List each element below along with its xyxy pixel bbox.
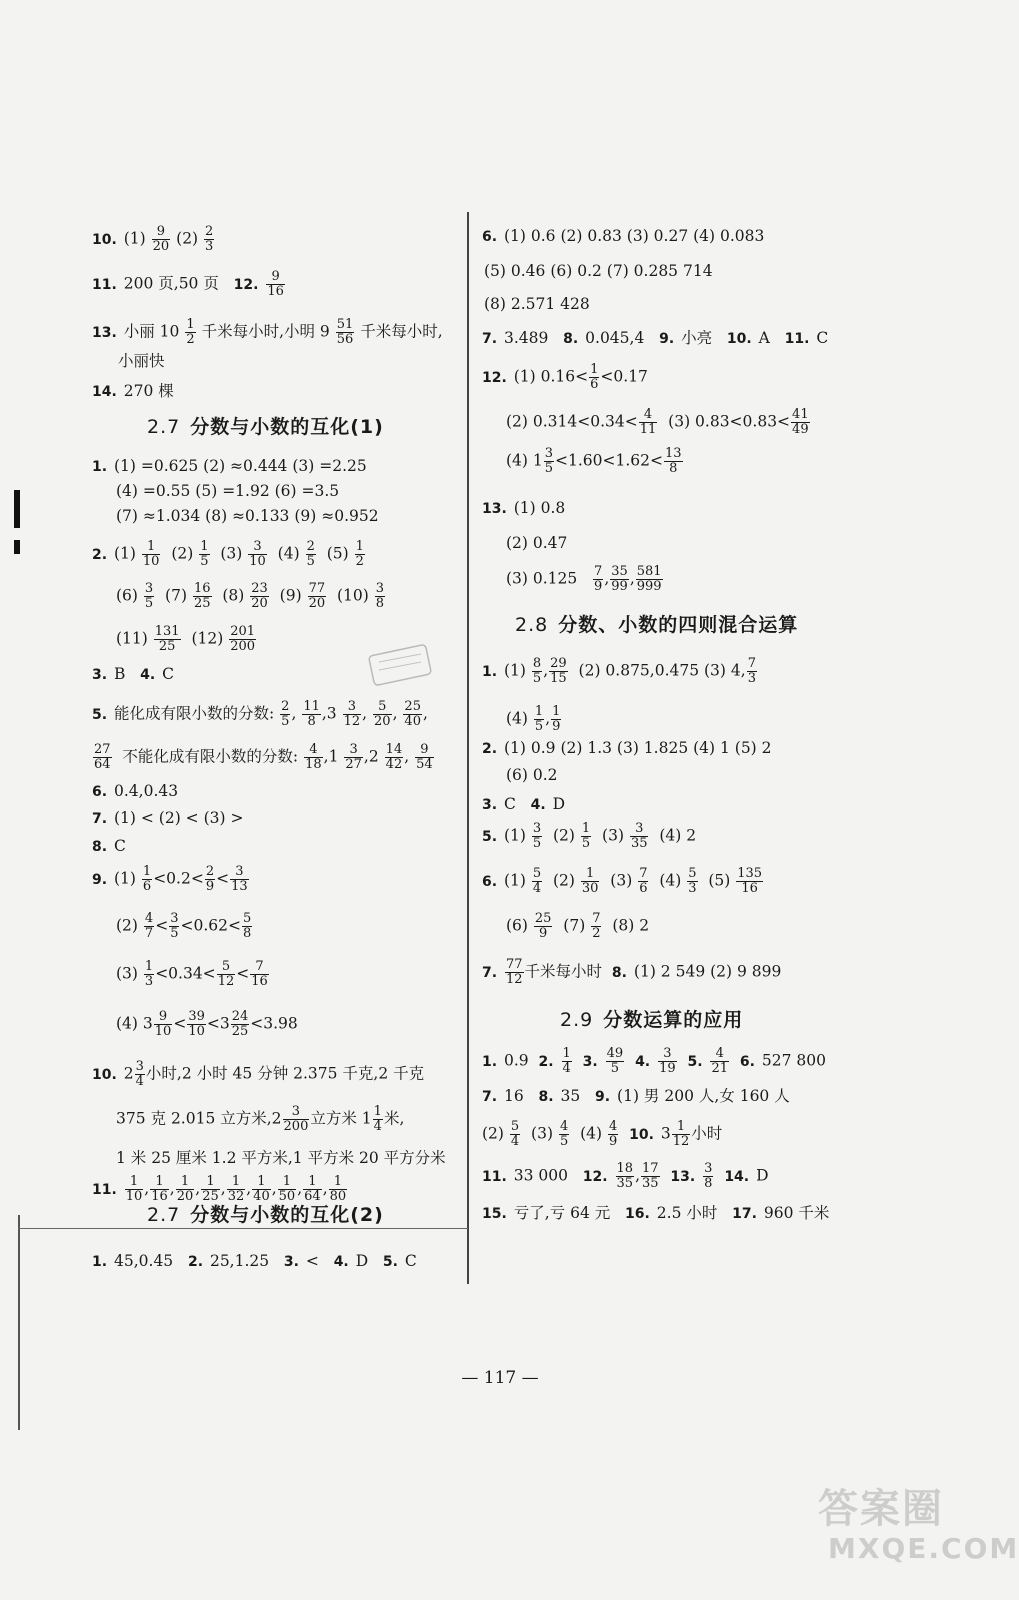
s4-answers-15-17: 15. 亏了,亏 64 元 16. 2.5 小时 17. 960 千米	[482, 1204, 830, 1222]
s3-answer-6-line1: 6. (1) $\frac{5}{4}$ (2) $\frac{1}{30}$ (3) $\frac{7}{6}$ (4) $\frac{5}{3}$ (5) $\frac{135}{16}$	[482, 866, 763, 896]
answer-13: 13. 小丽 10 $\frac{1}{2}$ 千米每小时,小明 9 $\frac{51}{56}$ 千米每小时,	[92, 317, 443, 347]
section-title-2-7-1: 2.7 分数与小数的互化(1)	[147, 416, 384, 438]
s3-answer-6-line2: (6) $\frac{25}{9}$ (7) $\frac{7}{2}$ (8) 2	[506, 911, 650, 941]
r-answer-13-line1: 13. (1) 0.8	[482, 499, 566, 517]
s1-answer-11: 11. $\frac{1}{10}$ , $\frac{1}{16}$ , $\frac{1}{20}$ , $\frac{1}{25}$ , $\frac{1}{32}$ , $\frac{1}{40}$ , $\frac{1}{50}$ , $\frac{1}{64}$ , $\frac{1}{80}$	[92, 1174, 347, 1204]
section-title-2-9: 2.9 分数运算的应用	[560, 1009, 744, 1031]
r-answer-12-line2: (2) 0.314<0.34< $\frac{4}{11}$ (3) 0.83<0.83< $\frac{41}{49}$	[506, 407, 809, 437]
s3-answer-3-4: 3. C 4. D	[482, 795, 566, 813]
r-answer-7-11: 7. 3.489 8. 0.045,4 9. 小亮 10. A 11. C	[482, 329, 829, 347]
s1-answer-9-line3: (3) $\frac{1}{3}$ <0.34< $\frac{5}{12}$ < $\frac{7}{16}$	[116, 959, 268, 989]
r-answer-6-line1: 6. (1) 0.6 (2) 0.83 (3) 0.27 (4) 0.083	[482, 227, 765, 245]
binding-mark	[14, 540, 20, 554]
s1-answer-6: 6. 0.4,0.43	[92, 782, 179, 800]
watermark-logo: 答案圈 MXQE.COM	[818, 1486, 1019, 1565]
section-divider	[18, 1228, 468, 1229]
answer-14: 14. 270 棵	[92, 382, 174, 400]
s4-answers-11-14: 11. 33 000 12. $\frac{18}{35}$ , $\frac{17}{35}$ 13. $\frac{3}{8}$ 14. D	[482, 1161, 769, 1191]
s1-answer-2-row1: 2. (1) $\frac{1}{10}$ (2) $\frac{1}{5}$ (3) $\frac{3}{10}$ (4) $\frac{2}{5}$ (5) $\frac{1}{2}$	[92, 539, 364, 569]
s1-answer-1-line2: (4) =0.55 (5) =1.92 (6) =3.5	[116, 482, 340, 500]
s1-answer-10-line1: 10. 2 $\frac{3}{4}$ 小时,2 小时 45 分钟 2.375 千克,2 千克	[92, 1059, 425, 1089]
r-answer-12-line1: 12. (1) 0.16< $\frac{1}{6}$ <0.17	[482, 362, 648, 392]
s3-answer-1-line2: (4) $\frac{1}{5}$ , $\frac{1}{9}$	[506, 704, 561, 734]
s1-answer-8: 8. C	[92, 837, 126, 855]
s1-answer-9-line2: (2) $\frac{4}{7}$ < $\frac{3}{5}$ <0.62< $\frac{5}{8}$	[116, 911, 252, 941]
section-title-2-8: 2.8 分数、小数的四则混合运算	[515, 614, 799, 636]
s4-answers-1-6: 1. 0.9 2. $\frac{1}{4}$ 3. $\frac{49}{5}$ 4. $\frac{3}{19}$ 5. $\frac{4}{21}$ 6. 527 800	[482, 1046, 826, 1076]
answer-13-cont: 小丽快	[118, 352, 165, 370]
s3-answer-1-line1: 1. (1) $\frac{8}{5}$ , $\frac{29}{15}$ (2) 0.875,0.475 (3) 4, $\frac{7}{3}$	[482, 656, 756, 686]
section-title-2-7-2: 2.7 分数与小数的互化(2)	[147, 1204, 384, 1226]
s1-answer-5-line1: 5. 能化成有限小数的分数: $\frac{2}{5}$ , $\frac{11}{8}$ ,3 $\frac{3}{12}$ , $\frac{5}{20}$ , $\frac{25}{40}$ ,	[92, 699, 428, 729]
column-divider	[467, 212, 469, 1284]
s1-answer-2-row2: (6) $\frac{3}{5}$ (7) $\frac{16}{25}$ (8) $\frac{23}{20}$ (9) $\frac{77}{20}$ (10) $\frac{3}{8}$	[116, 581, 385, 611]
s3-answer-2-line1: 2. (1) 0.9 (2) 1.3 (3) 1.825 (4) 1 (5) 2	[482, 739, 772, 757]
s1-answer-7: 7. (1) < (2) < (3) >	[92, 809, 244, 827]
s3-answer-5: 5. (1) $\frac{3}{5}$ (2) $\frac{1}{5}$ (3) $\frac{3}{35}$ (4) 2	[482, 821, 697, 851]
binding-mark	[14, 490, 20, 528]
s1-answer-5-line2: $\frac{27}{64}$ 不能化成有限小数的分数: $\frac{4}{18}$ ,1 $\frac{3}{27}$ ,2 $\frac{14}{42}$ , $\frac{9}{54}$	[94, 742, 433, 772]
stamp-icon	[365, 640, 435, 688]
s1-answer-1-line1: 1. (1) =0.625 (2) ≈0.444 (3) =2.25	[92, 457, 367, 475]
s1-answer-9-line4: (4) 3 $\frac{9}{10}$ < $\frac{39}{10}$ <3 $\frac{24}{25}$ <3.98	[116, 1009, 298, 1039]
r-answer-6-line3: (8) 2.571 428	[484, 295, 590, 313]
s1-answer-9-line1: 9. (1) $\frac{1}{6}$ <0.2< $\frac{2}{9}$ < $\frac{3}{13}$	[92, 864, 248, 894]
r-answer-6-line2: (5) 0.46 (6) 0.2 (7) 0.285 714	[484, 262, 713, 280]
s4-answers-7-9: 7. 16 8. 35 9. (1) 男 200 人,女 160 人	[482, 1087, 790, 1105]
answer-11-12: 11. 200 页,50 页 12. $\frac{9}{16}$	[92, 269, 284, 299]
margin-line	[18, 1215, 20, 1430]
s4-answers-9b-10: (2) $\frac{5}{4}$ (3) $\frac{4}{5}$ (4) $\frac{4}{9}$ 10. 3 $\frac{1}{12}$ 小时	[482, 1119, 723, 1149]
s3-answer-7-8: 7. $\frac{77}{12}$ 千米每小时 8. (1) 2 549 (2) 9 899	[482, 957, 782, 987]
r-answer-13-line2: (2) 0.47	[506, 534, 568, 552]
s1-answer-10-line3: 1 米 25 厘米 1.2 平方米,1 平方米 20 平方分米	[116, 1149, 446, 1167]
r-answer-13-line3: (3) 0.125 $\frac{7}{9}$ , $\frac{35}{99}$ , $\frac{581}{999}$	[506, 564, 662, 594]
s1-answer-3-4: 3. B 4. C	[92, 665, 175, 683]
answer-10: 10. (1) $\frac{9}{20}$ (2) $\frac{2}{3}$	[92, 224, 214, 254]
s2-answers-1-5: 1. 45,0.45 2. 25,1.25 3. < 4. D 5. C	[92, 1252, 417, 1270]
s3-answer-2-line2: (6) 0.2	[506, 766, 558, 784]
r-answer-12-line3: (4) 1 $\frac{3}{5}$ <1.60<1.62< $\frac{13}{8}$	[506, 446, 682, 476]
s1-answer-2-row3: (11) $\frac{131}{25}$ (12) $\frac{201}{200}$	[116, 624, 256, 654]
s1-answer-10-line2: 375 克 2.015 立方米,2 $\frac{3}{200}$ 立方米 1 $\frac{1}{4}$ 米,	[116, 1104, 405, 1134]
page-number: — 117 —	[461, 1368, 539, 1388]
s1-answer-1-line3: (7) ≈1.034 (8) ≈0.133 (9) ≈0.952	[116, 507, 379, 525]
